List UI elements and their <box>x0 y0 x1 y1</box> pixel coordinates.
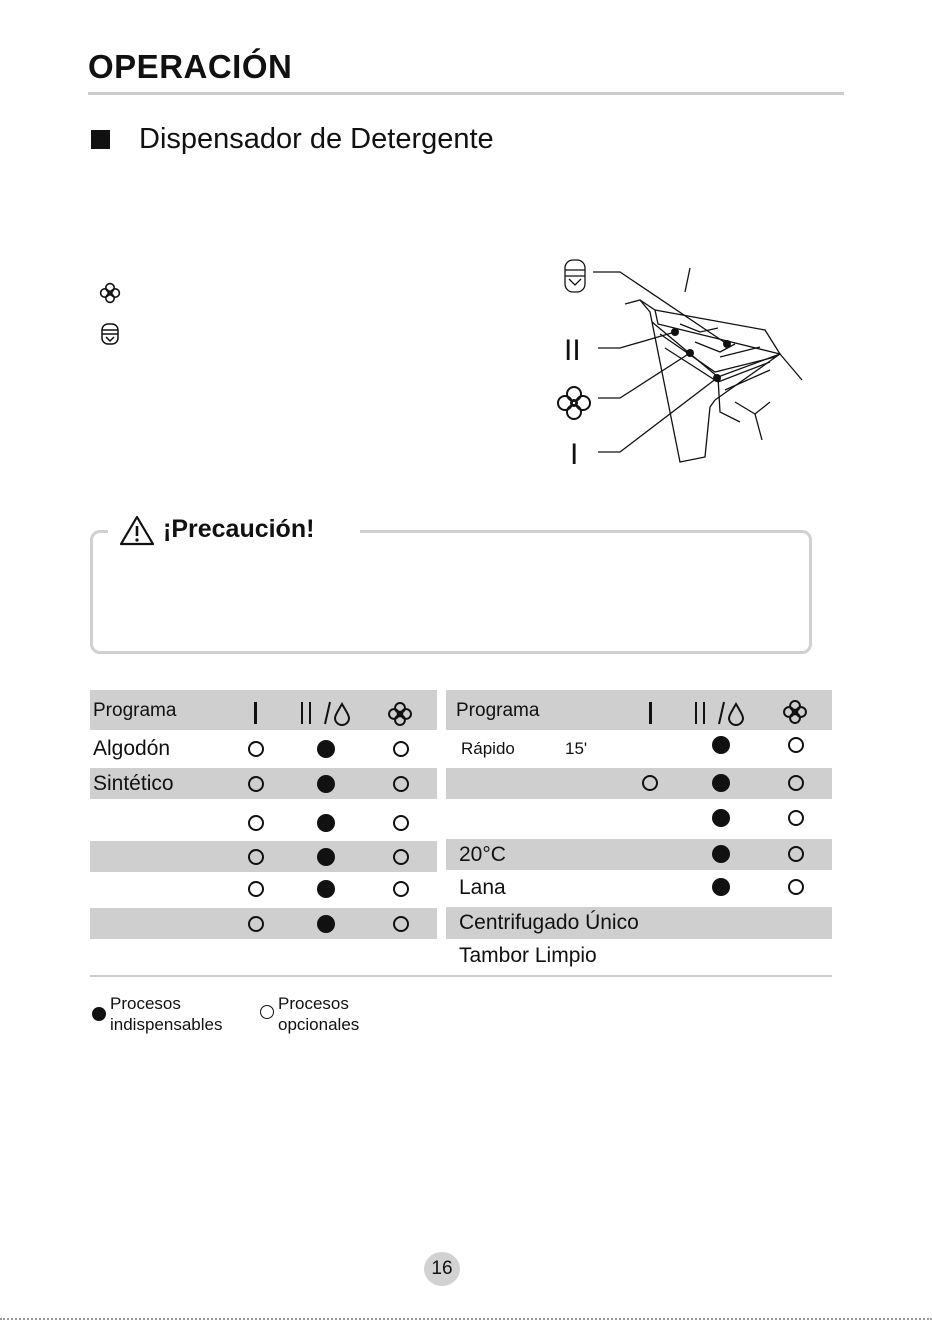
key-filled-dot-icon <box>92 1007 106 1021</box>
right-header-prewash-icon <box>649 702 652 724</box>
key-empty-line1: Procesos <box>278 994 349 1013</box>
caution-box <box>90 530 812 654</box>
program-name: 20°C <box>459 843 506 866</box>
softener-flower-icon <box>98 281 122 305</box>
key-empty-line2: opcionales <box>278 1015 360 1034</box>
diagram-label-prewash: I <box>570 438 579 471</box>
optional-dot-icon <box>248 776 264 792</box>
optional-dot-icon <box>788 879 804 895</box>
optional-dot-icon <box>393 741 409 757</box>
required-dot-icon <box>317 880 335 898</box>
optional-dot-icon <box>788 810 804 826</box>
optional-dot-icon <box>393 881 409 897</box>
required-dot-icon <box>317 848 335 866</box>
key-filled-line2: indispensables <box>110 1015 223 1034</box>
optional-dot-icon <box>393 916 409 932</box>
program-name: Lana <box>459 876 506 899</box>
key-filled-label <box>110 993 222 1035</box>
required-dot-icon <box>317 740 335 758</box>
required-dot-icon <box>317 775 335 793</box>
program-name: Algodón <box>93 737 171 760</box>
required-dot-icon <box>317 915 335 933</box>
program-name: Rápido <box>461 739 515 758</box>
optional-dot-icon <box>248 881 264 897</box>
optional-dot-icon <box>248 741 264 757</box>
diagram-bleach-icon <box>565 260 585 292</box>
detergent-drawer-diagram <box>540 252 820 477</box>
program-duration: 15' <box>565 739 588 758</box>
required-dot-icon <box>712 809 730 827</box>
required-dot-icon <box>712 878 730 896</box>
diagram-softener-icon <box>558 387 590 419</box>
optional-dot-icon <box>642 775 658 791</box>
warning-triangle-icon <box>119 514 155 546</box>
diagram-label-main-wash: II <box>564 334 581 367</box>
key-empty-dot-icon <box>260 1005 274 1019</box>
bleach-container-icon <box>98 322 122 346</box>
optional-dot-icon <box>393 815 409 831</box>
optional-dot-icon <box>248 849 264 865</box>
optional-dot-icon <box>788 846 804 862</box>
key-empty-label <box>278 993 359 1035</box>
table-bottom-divider <box>90 975 832 977</box>
program-name: Sintético <box>93 772 174 795</box>
title-divider <box>88 92 844 95</box>
left-header-programa: Programa <box>93 700 177 721</box>
optional-dot-icon <box>248 916 264 932</box>
optional-dot-icon <box>393 849 409 865</box>
left-header-prewash-icon <box>254 702 257 724</box>
optional-dot-icon <box>788 775 804 791</box>
page-number: 16 <box>431 1258 453 1279</box>
key-filled-line1: Procesos <box>110 994 181 1013</box>
bottom-dotted-edge <box>0 1318 932 1320</box>
optional-dot-icon <box>393 776 409 792</box>
optional-dot-icon <box>788 737 804 753</box>
required-dot-icon <box>712 774 730 792</box>
required-dot-icon <box>317 814 335 832</box>
right-header-wash-liquid-icon <box>692 700 748 726</box>
table-row-shade <box>446 768 832 799</box>
page-title: OPERACIÓN <box>88 48 293 85</box>
optional-dot-icon <box>248 815 264 831</box>
caution-title: ¡Precaución! <box>163 515 315 543</box>
required-dot-icon <box>712 736 730 754</box>
left-header-wash-liquid-icon <box>298 700 354 726</box>
section-bullet-icon <box>91 130 110 149</box>
program-name: Tambor Limpio <box>459 944 597 967</box>
program-name: Centrifugado Único <box>459 911 639 934</box>
section-title: Dispensador de Detergente <box>139 123 494 155</box>
right-header-softener-icon <box>781 698 809 726</box>
right-header-programa: Programa <box>456 700 540 721</box>
required-dot-icon <box>712 845 730 863</box>
left-header-softener-icon <box>386 700 414 728</box>
